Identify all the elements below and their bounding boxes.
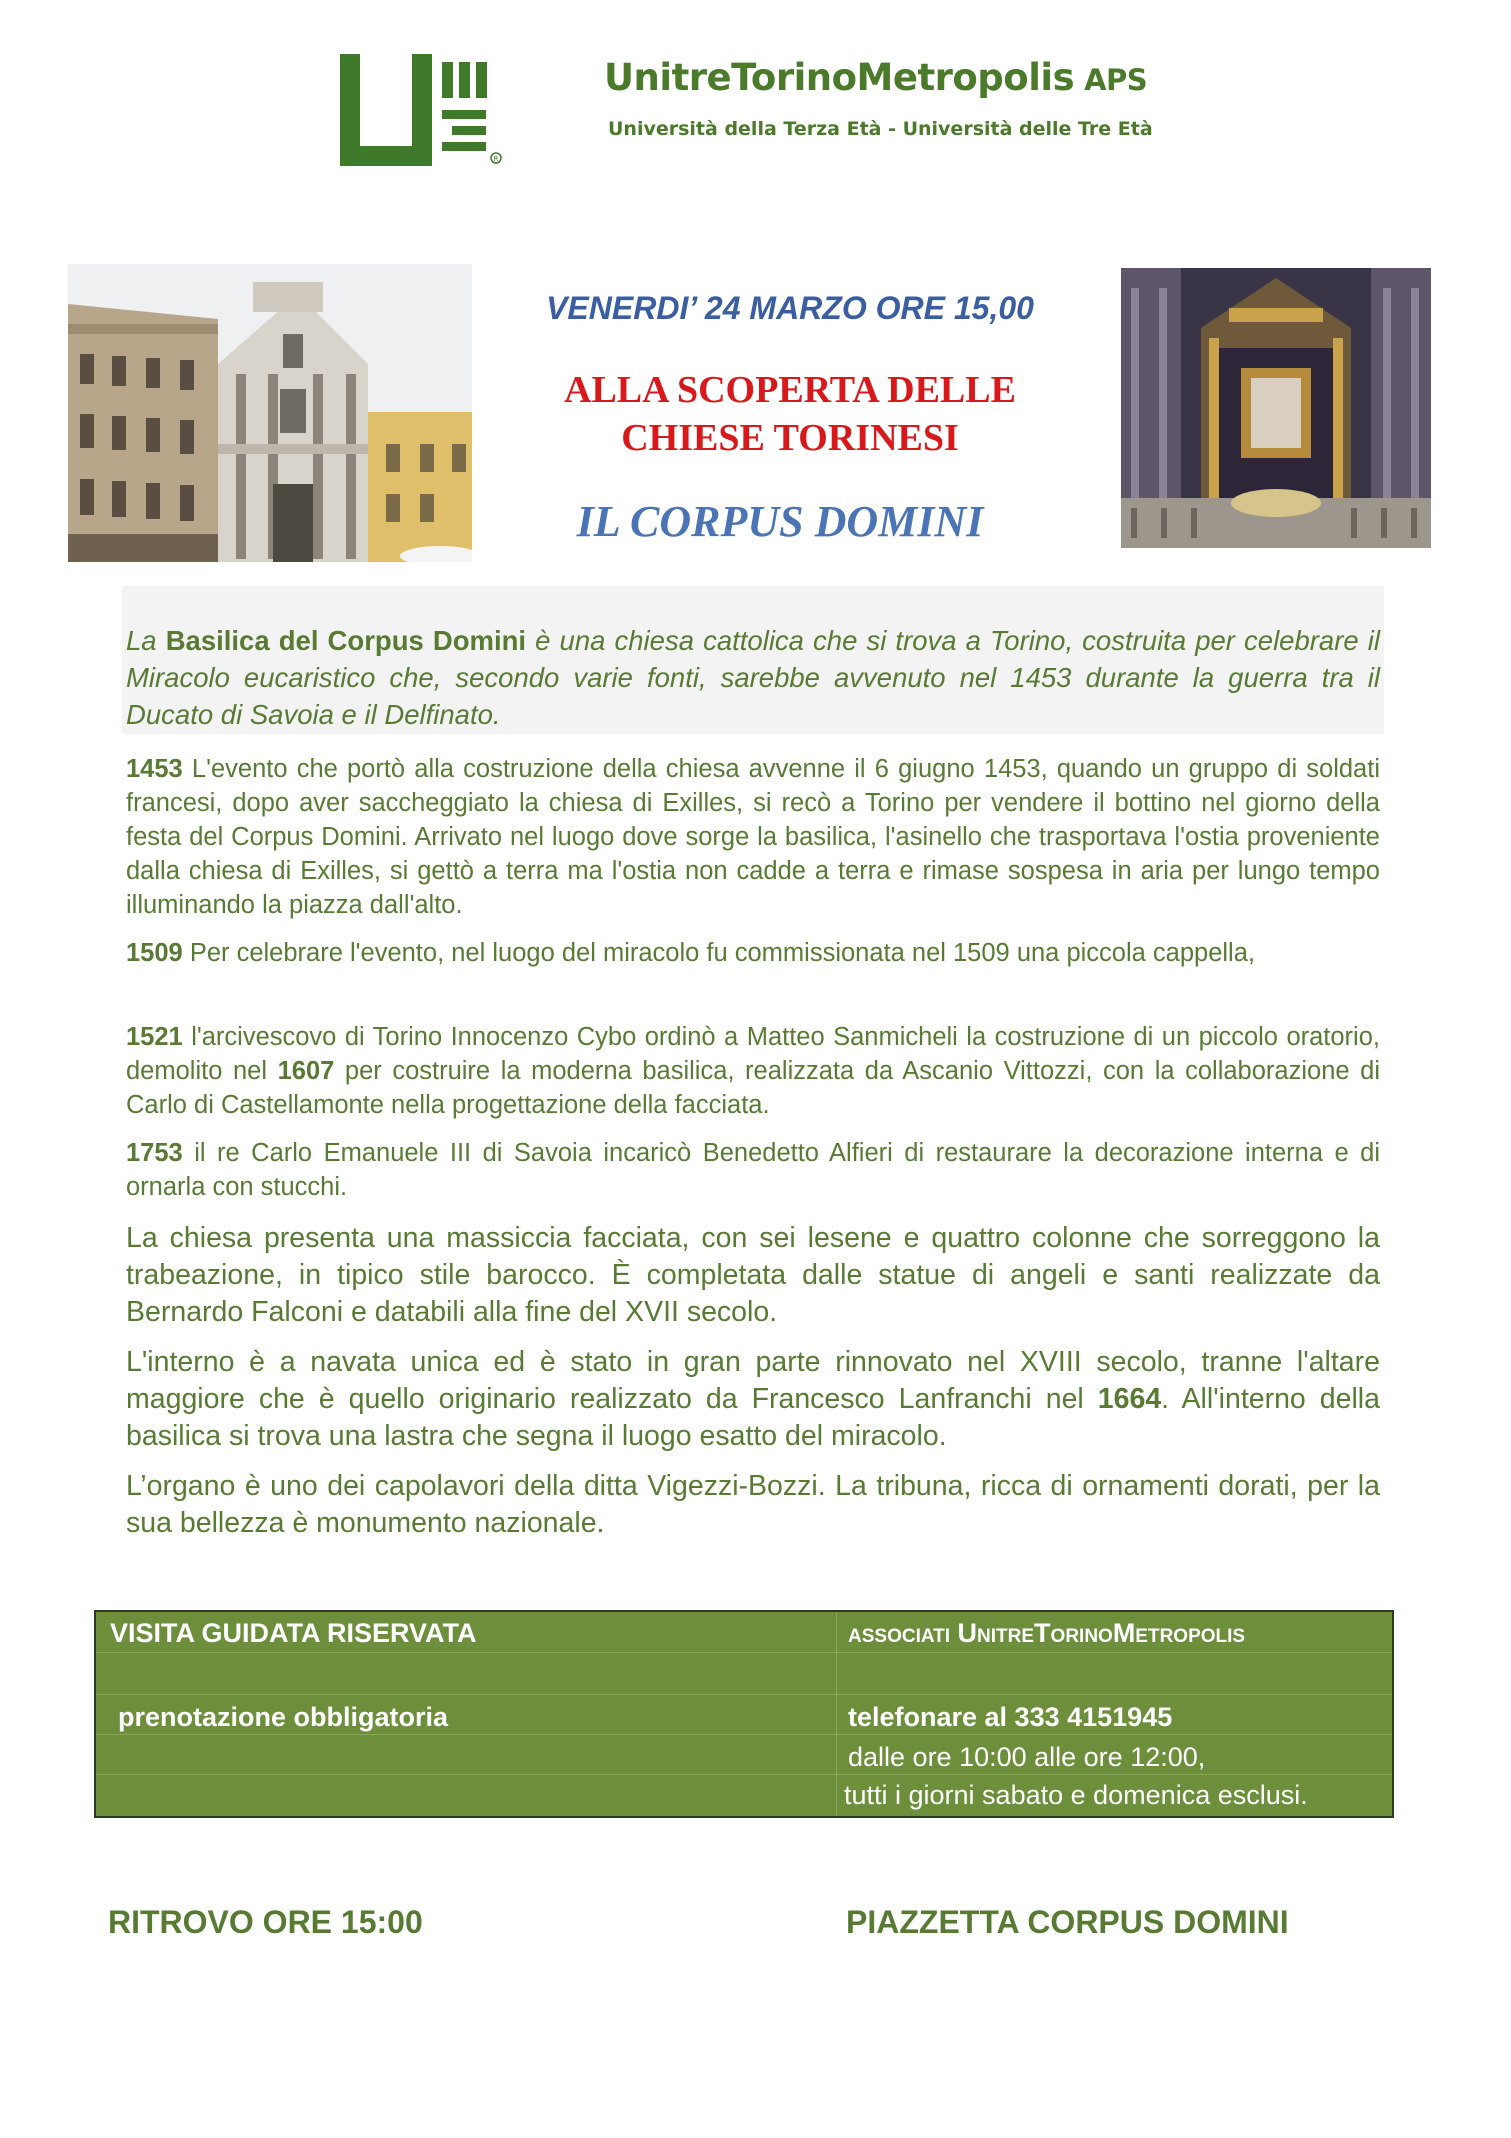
members-label: associati UnitreTorinoMetropolis	[848, 1618, 1246, 1648]
meeting-time: RITROVO ORE 15:00	[108, 1904, 423, 1940]
event-title-line-2: CHIESE TORINESI	[621, 417, 959, 459]
year-label: 1509	[126, 939, 183, 967]
year-label: 1521	[126, 1023, 183, 1051]
meeting-place: PIAZZETTA CORPUS DOMINI	[846, 1904, 1289, 1940]
organization-suffix: APS	[1084, 63, 1148, 97]
intro-paragraph: La Basilica del Corpus Domini è una chiesa cattolica che si trova a Torino, costruita per celebrare il Miracolo eucaristico che, secondo varie fonti, sarebbe avvenuto nel 1453 durante la guerra tra il Ducato di Savoia e il Delfinato.	[126, 625, 1380, 730]
organ-paragraph: L’organo è uno dei capolavori della ditta Vigezzi-Bozzi. La tribuna, ricca di ornamenti dorati, per la sua bellezza è monumento nazionale.	[126, 1470, 1380, 1539]
event-date: VENERDI’ 24 MARZO ORE 15,00	[546, 290, 1034, 326]
history-1453: 1453 L'evento che portò alla costruzione della chiesa avvenne il 6 giugno 1453, quando un gruppo di soldati francesi, dopo aver saccheggiato la chiesa di Exilles, si recò a Torino per vendere il bottino nel giorno della festa del Corpus Domini. Arrivato nel luogo dove sorge la basilica, l'asinello che trasportava l'ostia proveniente dalla chiesa di Exilles, si gettò a terra ma l'ostia non cadde a terra e rimase sospesa in aria per lungo tempo illuminando la piazza dall'alto.	[126, 755, 1380, 919]
history-1753: 1753 il re Carlo Emanuele III di Savoia incaricò Benedetto Alfieri di restaurare la decorazione interna e di ornarla con stucchi.	[126, 1139, 1380, 1201]
table-row-divider	[96, 1734, 1392, 1735]
history-1521: 1521 l'arcivescovo di Torino Innocenzo Cybo ordinò a Matteo Sanmicheli la costruzione di un piccolo oratorio, demolito nel 1607 per costruire la moderna basilica, realizzata da Ascanio Vittozzi, con la collaborazione di Carlo di Castellamonte nella progettazione della facciata.	[126, 1023, 1380, 1119]
table-col-divider	[836, 1612, 837, 1816]
phone-line: telefonare al 333 4151945	[848, 1702, 1173, 1732]
event-title	[470, 366, 1110, 462]
visit-label: VISITA GUIDATA RISERVATA	[110, 1618, 477, 1648]
table-row-divider	[96, 1774, 1392, 1775]
facade-paragraph: La chiesa presenta una massiccia facciata, con sei lesene e quattro colonne che sorreggono la trabeazione, in tipico stile barocco. È completata dalle statue di angeli e santi realizzate da Bernardo Falconi e databili alla fine del XVII secolo.	[126, 1222, 1380, 1328]
organization-name: UnitreTorinoMetropolis APS	[604, 56, 1148, 99]
days-line: tutti i giorni sabato e domenica esclusi.	[844, 1780, 1308, 1810]
year-label: 1607	[277, 1057, 335, 1085]
interior-paragraph: L'interno è a navata unica ed è stato in gran parte rinnovato nel XVIII secolo, tranne l'altare maggiore che è quello originario realizzato da Francesco Lanfranchi nel 1664. All'interno della basilica si trova una lastra che segna il luogo esatto del miracolo.	[126, 1346, 1380, 1452]
booking-label: prenotazione obbligatoria	[118, 1702, 449, 1732]
basilica-name: Basilica del Corpus Domini	[165, 625, 527, 656]
table-row-divider	[96, 1652, 1392, 1653]
svg-text:R: R	[493, 155, 499, 163]
church-altar-photo	[1121, 268, 1431, 548]
year-label: 1753	[126, 1139, 183, 1167]
visit-info-table	[94, 1610, 1394, 1818]
organization-subtitle: Università della Terza Età - Università delle Tre Età	[608, 118, 1153, 140]
church-facade-photo	[68, 264, 472, 562]
table-row-divider	[96, 1694, 1392, 1695]
history-1509: 1509 Per celebrare l'evento, nel luogo del miracolo fu commissionata nel 1509 una piccola cappella,	[126, 939, 1255, 967]
year-label: 1664	[1097, 1383, 1162, 1415]
unitre-logo	[334, 52, 504, 168]
event-subject: IL CORPUS DOMINI	[576, 497, 984, 546]
event-title-line-1: ALLA SCOPERTA DELLE	[564, 369, 1016, 411]
hours-line: dalle ore 10:00 alle ore 12:00,	[848, 1742, 1206, 1772]
year-label: 1453	[126, 755, 183, 783]
